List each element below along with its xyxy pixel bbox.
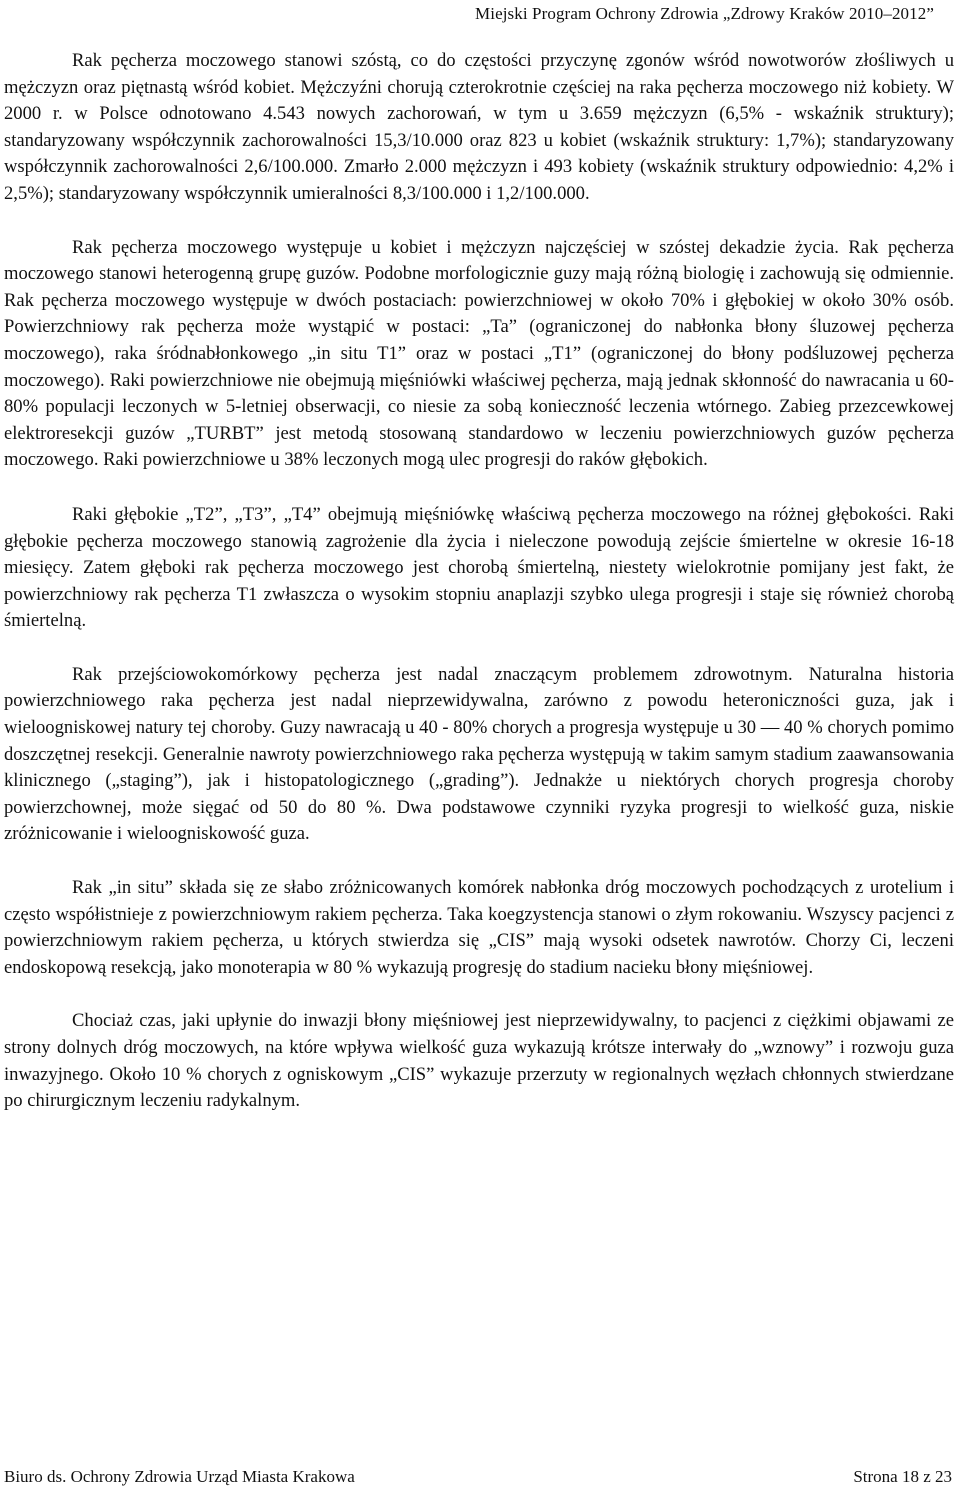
paragraph-superficial-cancer: Rak pęcherza moczowego występuje u kobiet i mężczyzn najczęściej w szóstej dekadzie życia. Rak pęcherza moczowego stanowi heterogenną grupę guzów. Podobne morfologicznie guzy mają różną biologię i zachowują się odmiennie. Rak pęcherza moczowego występuje w dwóch postaciach: powierzchniowej w około 70% i głębokiej w około 30% osób. Powierzchniowy rak pęcherza może wystąpić w postaci: „Ta” (ograniczonej do nabłonka błony śluzowej pęcherza moczowego), raka śródnabłonkowego „in situ T1” oraz w postaci „T1” (ograniczonej do błony podśluzowej pęcherza moczowego). Raki powierzchniowe nie obejmują mięśniówki właściwej pęcherza, mają jednak skłonność do nawracania u 60-80% populacji leczonych w 5-letniej obserwacji, co niesie za sobą konieczność leczenia wtórnego. Zabieg przezcewkowej elektroresekcji guzów „TURBT” jest metodą stosowaną standardowo w leczeniu powierzchniowych guzów pęcherza moczowego. Raki powierzchniowe u 38% leczonych mogą ulec progresji do raków głębokich. (4, 236, 954, 471)
paragraph-transitional-cell-cancer: Rak przejściowokomórkowy pęcherza jest nadal znaczącym problemem zdrowotnym. Naturalna historia powierzchniowego raka pęcherza jest nadal nieprzewidywalna, zarówno z powodu heteroniczności guza, jak i wieloogniskowej natury tej choroby. Guzy nawracają u 40 - 80% chorych a progresja występuje u 30 — 40 % chorych pomimo doszczętnej resekcji. Generalnie nawroty powierzchniowego raka pęcherza występują w takim samym stadium zaawansowania klinicznego („staging”), jak i histopatologicznego („grading”). Jednakże u niektórych chorych progresja choroby powierzchownej, może sięgać od 50 do 80 %. Dwa podstawowe czynniki ryzyka progresji to wielkość guza, niskie zróżnicowanie i wieloogniskowość guza. (4, 663, 954, 845)
paragraph-invasion-time: Chociaż czas, jaki upłynie do inwazji błony mięśniowej jest nieprzewidywalny, to pacjenci z ciężkimi objawami ze strony dolnych dróg moczowych, na które wpływa wielkość guza wykazują krótsze interwały do „wznowy” i rozwoju guza inwazyjnego. Około 10 % chorych z ogniskowym „CIS” wykazuje przerzuty w regionalnych węzłach chłonnych stwierdzane po chirurgicznym leczeniu radykalnym. (4, 1010, 954, 1112)
document-body (4, 48, 954, 1115)
footer-page-number: Strona 18 z 23 (853, 1467, 952, 1486)
paragraph-deep-cancer: Raki głębokie „T2”, „T3”, „T4” obejmują mięśniówkę właściwą pęcherza moczowego na różnej głębokości. Raki głębokie pęcherza moczowego stanowią zagrożenie dla życia i nieleczone powodują zejście śmiertelne w okresie 16-18 miesięcy. Zatem głęboki rak pęcherza moczowego jest chorobą śmiertelną, niestety wielokrotnie pomijany jest fakt, że powierzchniowy rak pęcherza T1 zwłaszcza o wysokim stopniu anaplazji szybko ulega progresji i staje się również chorobą śmiertelną. (4, 503, 954, 632)
page-header: Miejski Program Ochrony Zdrowia „Zdrowy Kraków 2010–2012” (475, 4, 934, 23)
paragraph-carcinoma-in-situ: Rak „in situ” składa się ze słabo zróżnicowanych komórek nabłonka dróg moczowych pochodzących z urotelium i często współistnieje z powierzchniowym rakiem pęcherza. Taka koegzystencja stanowi o złym rokowaniu. Wszyscy pacjenci z powierzchniowym rakiem pęcherza, u których stwierdza się „CIS” mają wysoki odsetek nawrotów. Chorzy Ci, leczeni endoskopową resekcją, jako monoterapia w 80 % wykazują progresję do stadium nacieku błony mięśniowej. (4, 877, 954, 978)
footer-office-name: Biuro ds. Ochrony Zdrowia Urząd Miasta Krakowa (4, 1467, 355, 1486)
paragraph-bladder-cancer-statistics: Rak pęcherza moczowego stanowi szóstą, co do częstości przyczynę zgonów wśród nowotworów złośliwych u mężczyzn oraz piętnastą wśród kobiet. Mężczyźni chorują czterokrotnie częściej na raka pęcherza moczowego niż kobiety. W 2000 r. w Polsce odnotowano 4.543 nowych zachorowań, w tym u 3.659 mężczyzn (6,5% - wskaźnik struktury); standaryzowany współczynnik zachorowalności 15,3/10.000 oraz 823 u kobiet (wskaźnik struktury: 1,7%); standaryzowany współczynnik zachorowalności 2,6/100.000. Zmarło 2.000 mężczyzn i 493 kobiety (wskaźnik struktury odpowiednio: 4,2% i 2,5%); standaryzowany współczynnik umieralności 8,3/100.000 i 1,2/100.000. (4, 50, 954, 204)
